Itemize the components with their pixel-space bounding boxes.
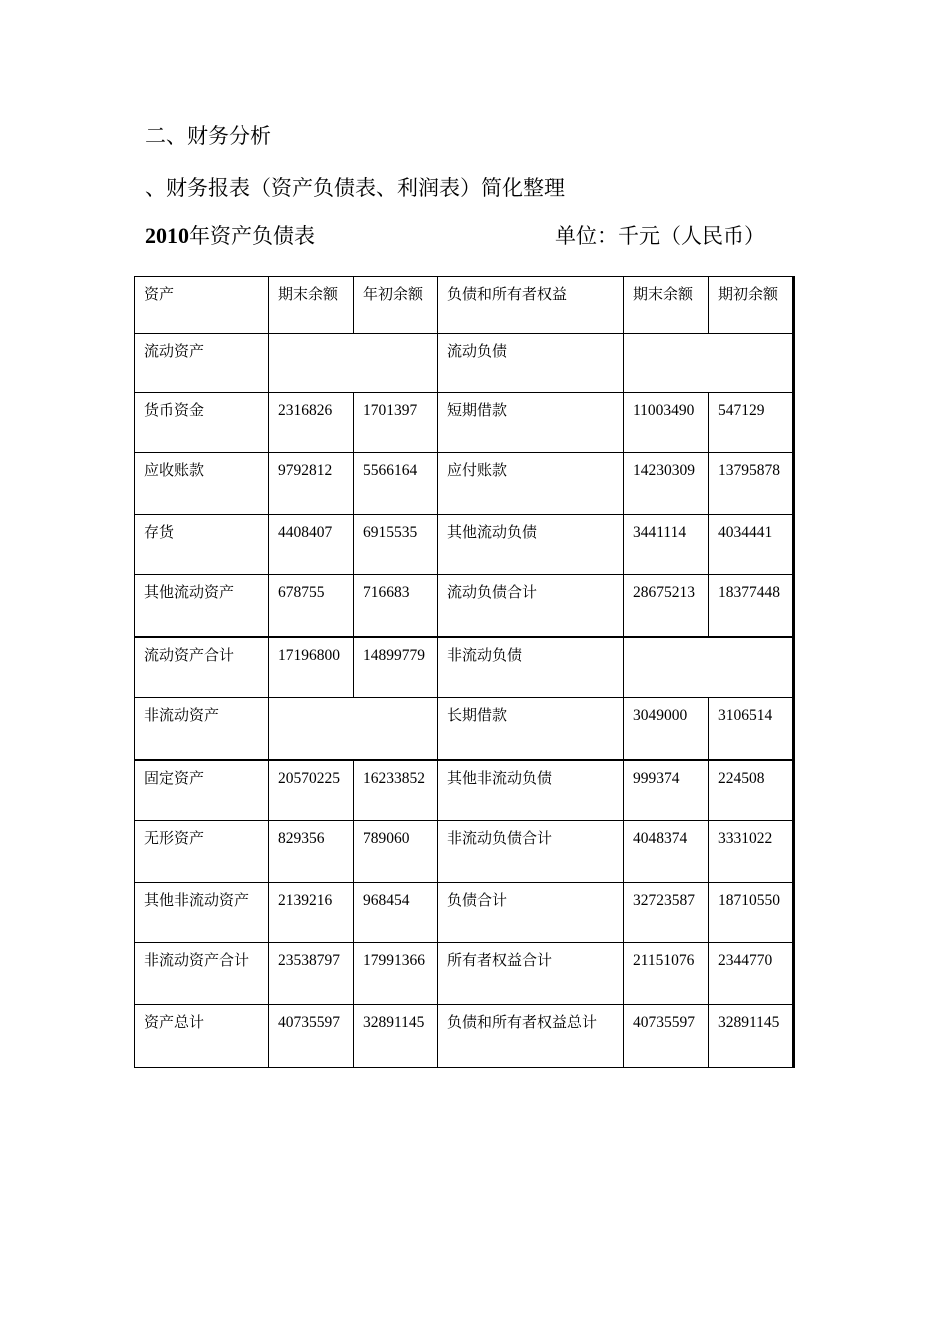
cell-value: 11003490 bbox=[624, 393, 709, 453]
cell-value: 829356 bbox=[269, 821, 354, 883]
cell-label: 其他非流动负债 bbox=[438, 760, 624, 821]
cell-empty bbox=[269, 698, 438, 761]
cell-label: 流动负债合计 bbox=[438, 575, 624, 638]
cell-value: 2316826 bbox=[269, 393, 354, 453]
cell-value: 716683 bbox=[354, 575, 438, 638]
cell-value: 32723587 bbox=[624, 883, 709, 943]
cell-empty bbox=[624, 334, 794, 393]
cell-value: 40735597 bbox=[624, 1005, 709, 1068]
table-title-name: 年资产负债表 bbox=[189, 224, 315, 248]
cell-value: 999374 bbox=[624, 760, 709, 821]
cell-empty bbox=[624, 637, 794, 698]
cell-value: 3331022 bbox=[709, 821, 794, 883]
table-header-row bbox=[135, 277, 794, 334]
cell-value: 2139216 bbox=[269, 883, 354, 943]
cell-empty bbox=[269, 334, 438, 393]
table-row bbox=[135, 575, 794, 638]
cell-label: 应付账款 bbox=[438, 453, 624, 515]
cell-label: 应收账款 bbox=[135, 453, 269, 515]
cell-label: 固定资产 bbox=[135, 760, 269, 821]
cell-value: 4048374 bbox=[624, 821, 709, 883]
cell-value: 2344770 bbox=[709, 943, 794, 1005]
cell-label: 流动资产 bbox=[135, 334, 269, 393]
table-unit-label: 单位：千元（人民币） bbox=[555, 224, 765, 248]
table-row bbox=[135, 637, 794, 698]
header-assets-begin: 年初余额 bbox=[354, 277, 438, 334]
cell-value: 678755 bbox=[269, 575, 354, 638]
cell-label: 所有者权益合计 bbox=[438, 943, 624, 1005]
cell-value: 20570225 bbox=[269, 760, 354, 821]
table-row bbox=[135, 393, 794, 453]
header-liabilities-begin: 期初余额 bbox=[709, 277, 794, 334]
cell-label: 短期借款 bbox=[438, 393, 624, 453]
cell-value: 789060 bbox=[354, 821, 438, 883]
table-row bbox=[135, 1005, 794, 1068]
cell-label: 流动负债 bbox=[438, 334, 624, 393]
cell-value: 28675213 bbox=[624, 575, 709, 638]
cell-value: 40735597 bbox=[269, 1005, 354, 1068]
cell-value: 16233852 bbox=[354, 760, 438, 821]
table-row bbox=[135, 515, 794, 575]
cell-label: 无形资产 bbox=[135, 821, 269, 883]
cell-label: 负债和所有者权益总计 bbox=[438, 1005, 624, 1068]
cell-value: 18377448 bbox=[709, 575, 794, 638]
balance-sheet-table bbox=[134, 276, 795, 1068]
cell-value: 13795878 bbox=[709, 453, 794, 515]
header-liabilities: 负债和所有者权益 bbox=[438, 277, 624, 334]
table-title-row bbox=[145, 220, 785, 252]
cell-value: 1701397 bbox=[354, 393, 438, 453]
cell-value: 17991366 bbox=[354, 943, 438, 1005]
cell-label: 非流动资产合计 bbox=[135, 943, 269, 1005]
cell-label: 流动资产合计 bbox=[135, 637, 269, 698]
header-assets: 资产 bbox=[135, 277, 269, 334]
cell-label: 货币资金 bbox=[135, 393, 269, 453]
cell-label: 非流动负债合计 bbox=[438, 821, 624, 883]
header-liabilities-end: 期末余额 bbox=[624, 277, 709, 334]
cell-value: 4408407 bbox=[269, 515, 354, 575]
table-row bbox=[135, 883, 794, 943]
cell-label: 非流动资产 bbox=[135, 698, 269, 761]
table-row bbox=[135, 760, 794, 821]
cell-value: 3441114 bbox=[624, 515, 709, 575]
table-row bbox=[135, 943, 794, 1005]
cell-label: 长期借款 bbox=[438, 698, 624, 761]
cell-label: 负债合计 bbox=[438, 883, 624, 943]
table-row bbox=[135, 334, 794, 393]
table-row bbox=[135, 821, 794, 883]
cell-value: 21151076 bbox=[624, 943, 709, 1005]
cell-value: 17196800 bbox=[269, 637, 354, 698]
cell-value: 23538797 bbox=[269, 943, 354, 1005]
cell-value: 32891145 bbox=[709, 1005, 794, 1068]
cell-value: 547129 bbox=[709, 393, 794, 453]
cell-value: 968454 bbox=[354, 883, 438, 943]
cell-label: 其他流动资产 bbox=[135, 575, 269, 638]
cell-value: 224508 bbox=[709, 760, 794, 821]
header-assets-end: 期末余额 bbox=[269, 277, 354, 334]
table-row bbox=[135, 698, 794, 761]
cell-value: 9792812 bbox=[269, 453, 354, 515]
cell-label: 资产总计 bbox=[135, 1005, 269, 1068]
cell-label: 非流动负债 bbox=[438, 637, 624, 698]
cell-value: 14230309 bbox=[624, 453, 709, 515]
table-title-year: 2010 bbox=[145, 223, 189, 248]
cell-value: 32891145 bbox=[354, 1005, 438, 1068]
cell-value: 5566164 bbox=[354, 453, 438, 515]
cell-value: 6915535 bbox=[354, 515, 438, 575]
cell-label: 存货 bbox=[135, 515, 269, 575]
cell-value: 3049000 bbox=[624, 698, 709, 761]
cell-value: 14899779 bbox=[354, 637, 438, 698]
subsection-heading: 、财务报表（资产负债表、利润表）简化整理 bbox=[145, 176, 565, 200]
cell-value: 3106514 bbox=[709, 698, 794, 761]
table-row bbox=[135, 453, 794, 515]
cell-label: 其他非流动资产 bbox=[135, 883, 269, 943]
section-heading: 二、财务分析 bbox=[145, 124, 271, 148]
cell-value: 4034441 bbox=[709, 515, 794, 575]
cell-value: 18710550 bbox=[709, 883, 794, 943]
cell-label: 其他流动负债 bbox=[438, 515, 624, 575]
